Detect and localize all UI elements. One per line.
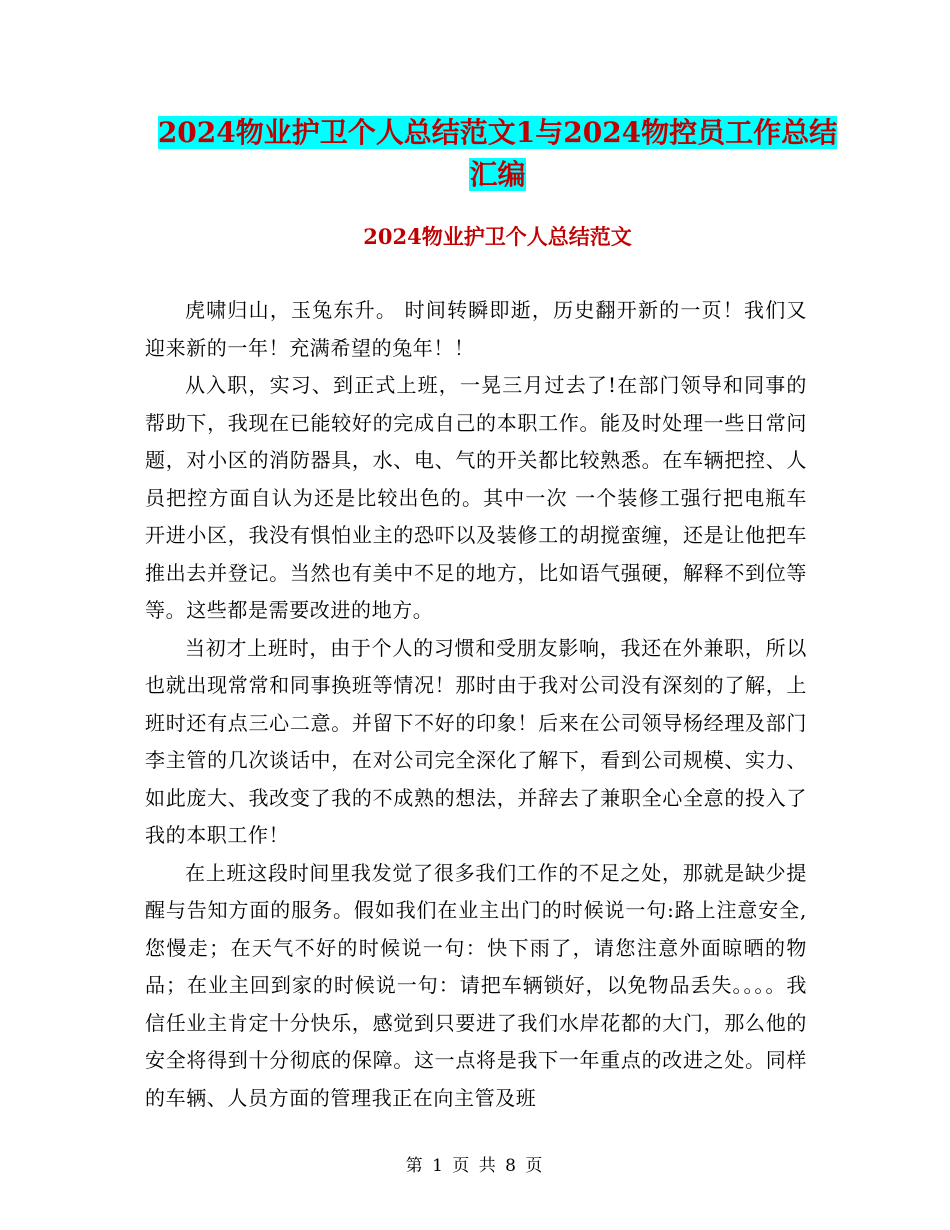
body-paragraph: 从入职，实习、到正式上班，一晃三月过去了!在部门领导和同事的帮助下，我现在已能较好的完成自己的本职工作。能及时处理一些日常问题，对小区的消防器具，水、电、气的开关都比较熟悉。在车辆把控、人员把控方面自认为还是比较出色的。其中一次 一个装修工强行把电瓶车开进小区，我没有惧怕业主的恐吓以及装修工的胡搅蛮缠，还是让他把车推出去并登记。当然也有美中不足的地方，比如语气强硬，解释不到位等等。这些都是需要改进的地方。 xyxy=(145,373,807,622)
page-footer: 第 1 页 共 8 页 xyxy=(405,1156,545,1176)
document-body xyxy=(145,292,807,1117)
body-paragraph: 在上班这段时间里我发觉了很多我们工作的不足之处，那就是缺少提醒与告知方面的服务。假如我们在业主出门的时候说一句:路上注意安全,您慢走；在天气不好的时候说一句：快下雨了，请您注意外面晾晒的物品；在业主回到家的时候说一句：请把车辆锁好，以免物品丢失。。。。我信任业主肯定十分快乐，感觉到只要进了我们水岸花都的大门，那么他的安全将得到十分彻底的保障。这一点将是我下一年重点的改进之处。同样的车辆、人员方面的管理我正在向主管及班 xyxy=(145,860,807,1110)
document-title xyxy=(145,112,850,196)
document-title-line1: 2024物业护卫个人总结范文1与2024物控员工作总结 xyxy=(157,116,838,149)
body-paragraph: 虎啸归山，玉兔东升。 时间转瞬即逝，历史翻开新的一页！我们又迎来新的一年！充满希望的兔年！！ xyxy=(145,298,807,360)
body-paragraph: 当初才上班时，由于个人的习惯和受朋友影响，我还在外兼职，所以也就出现常常和同事换班等情况！那时由于我对公司没有深刻的了解，上班时还有点三心二意。并留下不好的印象！后来在公司领导杨经理及部门李主管的几次谈话中，在对公司完全深化了解下，看到公司规模、实力、如此庞大、我改变了我的不成熟的想法，并辞去了兼职全心全意的投入了我的本职工作！ xyxy=(145,635,807,847)
section-title: 2024物业护卫个人总结范文 xyxy=(363,224,632,249)
document-title-line2: 汇编 xyxy=(469,158,526,191)
